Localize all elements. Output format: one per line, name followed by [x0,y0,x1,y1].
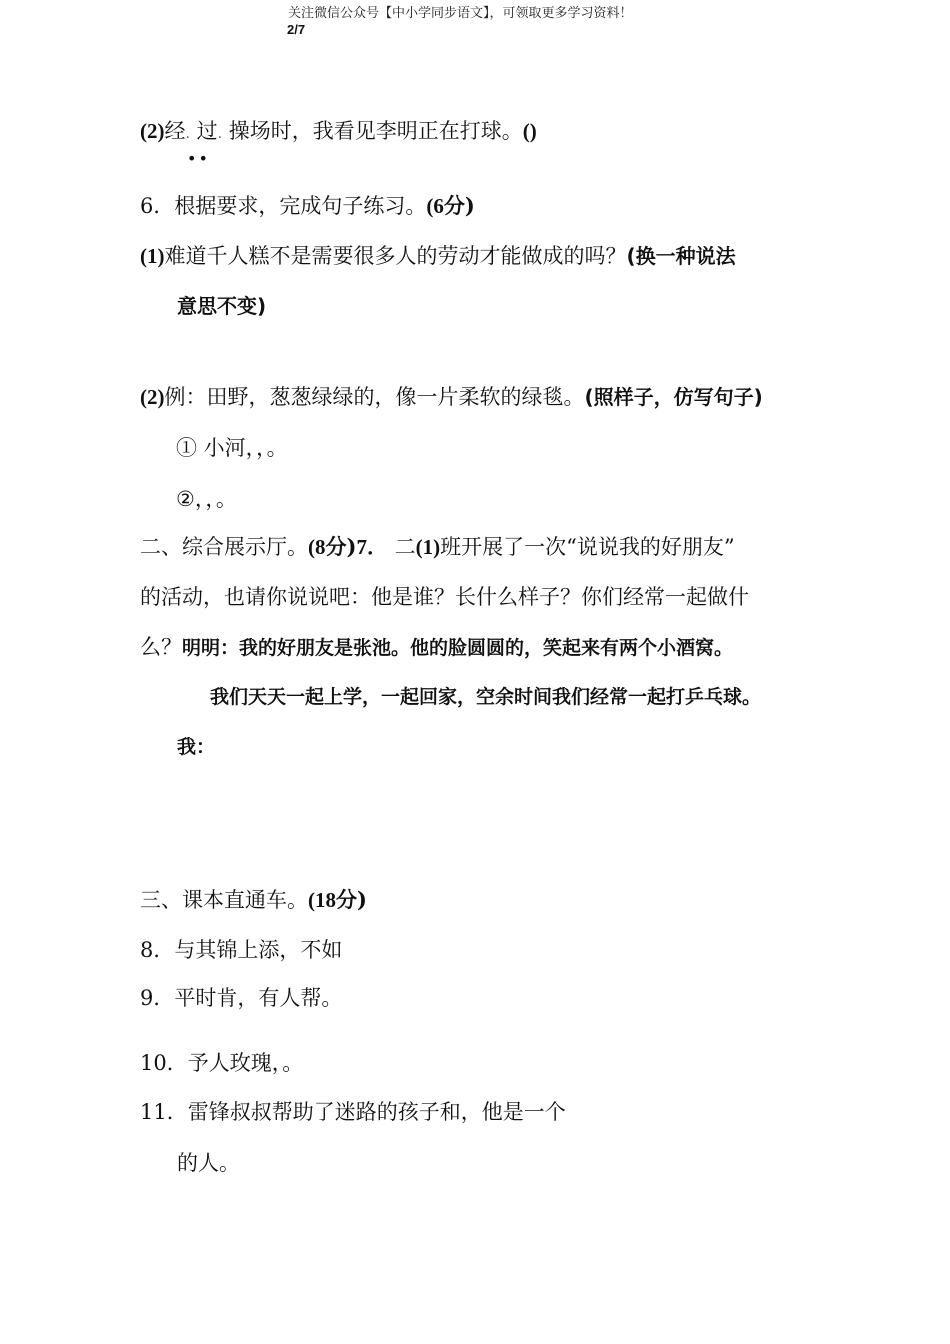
q7-number: 7． [356,535,388,559]
q11-text: 雷锋叔叔帮助了迷路的孩子和，他是一个 [187,1100,566,1124]
q5-2-answer-paren: () [522,119,537,143]
q7-example-cont: 我们天天一起上学，一起回家，空余时间我们经常一起打乒乓球。 [210,686,762,708]
section3-title: 三、课本直通车。 [140,888,308,912]
q6-1-text: 难道千人糕不是需要很多人的劳动才能做成的吗？ [164,244,627,268]
q6-title [140,193,475,219]
section2-title: 二、综合展示厅。 [140,535,308,559]
section3-score-unit: 分) [336,887,367,912]
q7-class: (1) [415,535,441,559]
q8-text: 与其锦上添，不如 [174,938,343,962]
q6-2-line [140,384,763,410]
q5-2-dot-a: . [185,126,190,142]
q11-number: 11． [140,1100,188,1124]
q7-text-a: 二 [394,535,416,559]
section2-score: (8 [308,535,326,559]
q9-number: 9． [140,986,175,1010]
q9-text: 平时肯，有人帮。 [174,986,343,1010]
q8-number: 8． [140,938,175,962]
q6-text: 根据要求，完成句子练习。 [174,194,427,218]
q6-1-requirement-cont: 意思不变) [177,294,267,318]
q6-score: (6 [426,194,444,218]
q5-2-text-c: 操场时，我看见李明正在打球。 [228,119,523,143]
q11-line-2: 的人。 [177,1151,240,1175]
q6-2-requirement: (照样子，仿写句子) [584,385,763,409]
q9-line [140,985,342,1011]
q6-2-blank-1: ① 小河，，。 [176,436,288,460]
q5-2-number: (2) [140,119,165,143]
q7-example-mingming: 明明：我的好朋友是张池。他的脸圆圆的，笑起来有两个小酒窝。 [182,637,734,659]
q10-number: 10． [140,1051,188,1075]
q8-line [140,937,342,963]
q6-2-blank-2: ②，，。 [176,487,237,511]
section2-heading [140,534,735,560]
q10-line [140,1050,303,1076]
q6-1-line [140,243,736,269]
q6-2-number: (2) [140,385,165,409]
q5-2-dot-b: . [217,126,223,142]
page-header-promo: 关注微信公众号【中小学同步语文】，可领取更多学习资料！ [288,6,633,21]
q5-2-line [140,118,537,147]
q7-answer-label: 我： [177,736,216,758]
emphasis-dots: •• [187,149,210,168]
q6-2-example: 例：田野，葱葱绿绿的，像一片柔软的绿毯。 [164,385,585,409]
q6-number: 6． [140,194,175,218]
q7-line-2: 的活动，也请你说说吧：他是谁？长什么样子？你们经常一起做什 [140,585,749,609]
page-number: 2/7 [287,22,306,37]
q5-2-text-a: 经 [164,119,186,143]
q5-2-text-b: 过 [196,119,218,143]
q6-1-number: (1) [140,244,165,268]
q7-line-3-a: 么？ [140,635,182,659]
section3-score: (18 [308,888,336,912]
q7-line-3 [140,634,733,661]
q6-score-unit: 分) [443,193,475,218]
q10-text: 予人玫瑰，。 [187,1051,304,1075]
q6-1-requirement: (换一种说法 [626,244,736,268]
section3-heading [140,887,367,913]
q7-text-b: 班开展了一次“说说我的好朋友” [440,535,735,559]
q11-line [140,1099,566,1125]
section2-score-unit: 分) [325,534,357,559]
